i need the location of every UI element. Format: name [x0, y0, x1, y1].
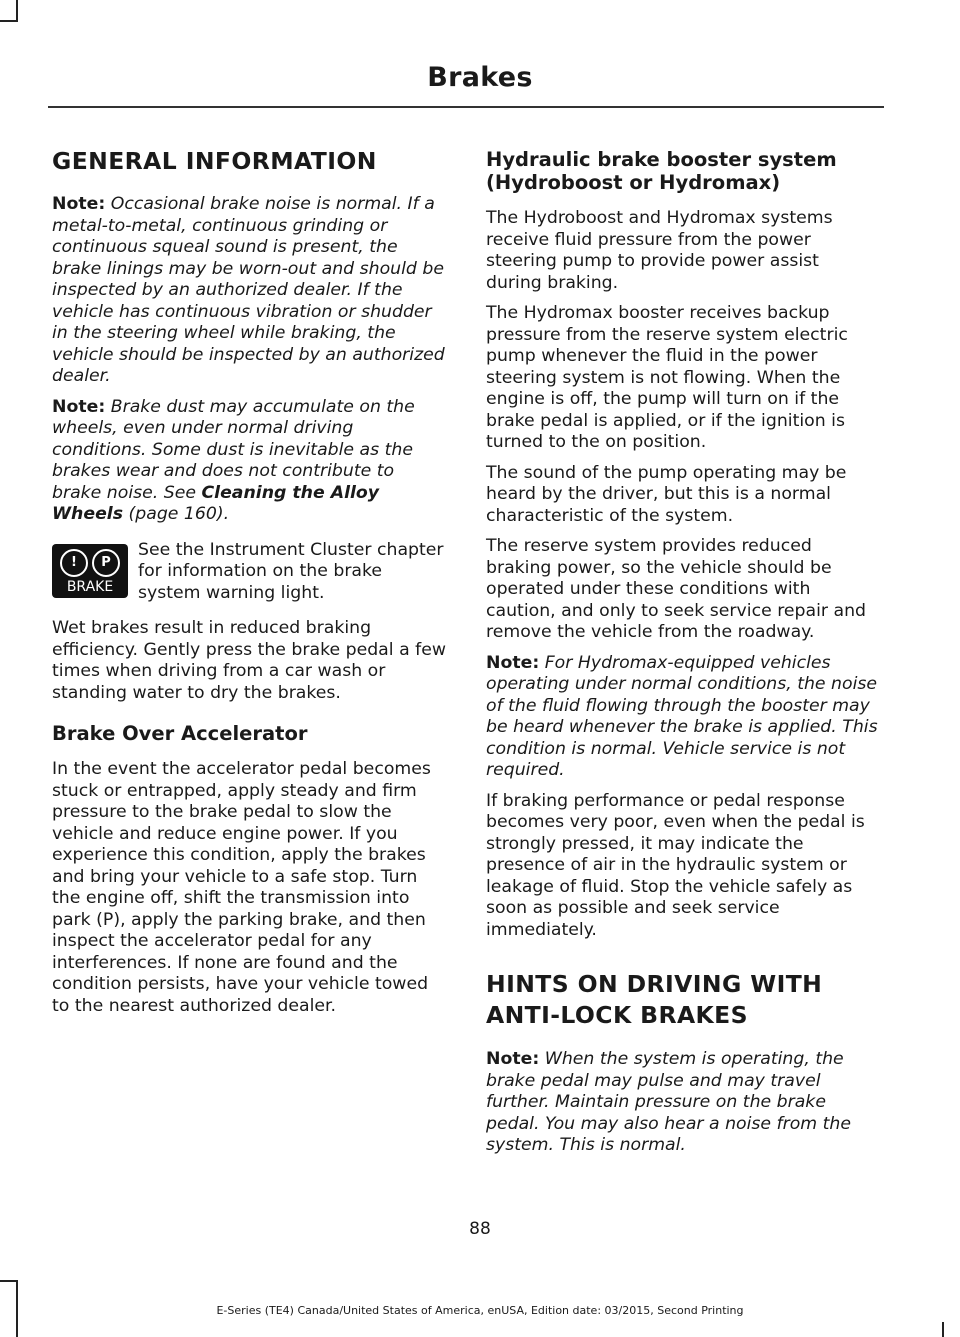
paragraph-poor-braking: If braking performance or pedal response becomes very poor, even when the pedal is strongly pressed, it may indicate the presence of air in the hydraulic system or leakage of fluid. Stop the vehicle safely as soon as possible and seek service immediately.: [486, 790, 865, 940]
page-number: 88: [469, 1219, 491, 1239]
heading-line-2: ANTI-LOCK BRAKES: [486, 1001, 748, 1029]
note-brake-noise: [52, 194, 446, 388]
note-text: Occasional brake noise is normal. If a metal-to-metal, continuous grinding or continuous squeal sound is present, the brake linings may be worn-out and should be inspected by an authorized dealer. If the vehicle has continuous vibration or shudder in the steering wheel while braking, the vehicle should be inspected by an authorized dealer.: [52, 194, 445, 386]
note-text: For Hydromax-equipped vehicles operating under normal conditions, the noise of the fluid flowing through the booster may be heard whenever the brake is applied. This condition is normal. Vehicle service is not required.: [486, 652, 878, 780]
note-text: Brake dust may accumulate on the wheels, even under normal driving conditions. Some dust is inevitable as the brakes wear and does not contribute to brake noise. See: [52, 396, 415, 503]
left-column: [52, 146, 446, 1026]
brake-icon-label: BRAKE: [66, 578, 114, 595]
right-column: [486, 146, 880, 1166]
header-divider: [48, 106, 884, 108]
page-footer: E-Series (TE4) Canada/United States of America, enUSA, Edition date: 03/2015, Second Printing: [216, 1304, 744, 1317]
note-label: Note:: [52, 396, 106, 417]
paragraph-reserve-system: The reserve system provides reduced braking power, so the vehicle should be operated under these conditions with caution, and only to seek service repair and remove the vehicle from the roadway.: [486, 536, 867, 642]
cross-reference-link[interactable]: Cleaning the Alloy Wheels: [52, 482, 380, 524]
crop-mark: [942, 1322, 944, 1337]
warning-light-text: See the Instrument Cluster chapter for information on the brake system warning light.: [138, 539, 444, 603]
crop-mark: [16, 0, 18, 22]
note-abs-pulse: [486, 1049, 880, 1157]
section-heading-anti-lock-brakes: [486, 969, 880, 1031]
crop-mark: [0, 1280, 18, 1282]
paragraph-wet-brakes: Wet brakes result in reduced braking efficiency. Gently press the brake pedal a few times when driving from a car wash or standing water to dry the brakes.: [52, 618, 446, 703]
brake-warning-light-icon: [52, 544, 128, 598]
subheading-brake-over-accelerator: Brake Over Accelerator: [52, 722, 308, 745]
note-brake-dust: [52, 397, 446, 526]
section-heading-general-information: GENERAL INFORMATION: [52, 147, 377, 175]
crop-mark: [0, 20, 18, 22]
paragraph-brake-over-accelerator: In the event the accelerator pedal becomes stuck or entrapped, apply steady and firm pressure to the brake pedal to slow the vehicle and reduce engine power. If you experience this condition, apply the brakes and bring your vehicle to a safe stop. Turn the engine off, shift the transmission into park (P), apply the parking brake, and then inspect the accelerator pedal for any interferences. If none are found and the condition persists, have your vehicle towed to the nearest authorized dealer.: [52, 759, 431, 1016]
exclamation-circle-icon: !: [60, 549, 88, 577]
note-text: When the system is operating, the brake pedal may pulse and may travel further. Maintain pressure on the brake pedal. You may also hear a noise from the system. This is normal.: [486, 1049, 851, 1155]
warning-light-row: [52, 540, 446, 605]
heading-line-1: HINTS ON DRIVING WITH: [486, 970, 823, 998]
note-label: Note:: [52, 194, 106, 214]
page-header-title: Brakes: [427, 62, 533, 93]
page-reference: (page 160).: [128, 504, 230, 524]
subheading-hydraulic-brake-booster: Hydraulic brake booster system (Hydroboost or Hydromax): [486, 148, 837, 194]
note-label: Note:: [486, 652, 540, 673]
paragraph-hydroboost: The Hydroboost and Hydromax systems receive fluid pressure from the power steering pump to provide power assist during braking.: [486, 208, 833, 293]
note-label: Note:: [486, 1049, 540, 1069]
paragraph-hydromax-backup: The Hydromax booster receives backup pressure from the reserve system electric pump whenever the fluid in the power steering system is not flowing. When the engine is off, the pump will turn on if the brake pedal is applied, or if the ignition is turned to the on position.: [486, 303, 848, 452]
parking-circle-icon: P: [92, 549, 120, 577]
note-hydromax-noise: [486, 653, 880, 782]
paragraph-pump-sound: The sound of the pump operating may be heard by the driver, but this is a normal characteristic of the system.: [486, 462, 847, 526]
